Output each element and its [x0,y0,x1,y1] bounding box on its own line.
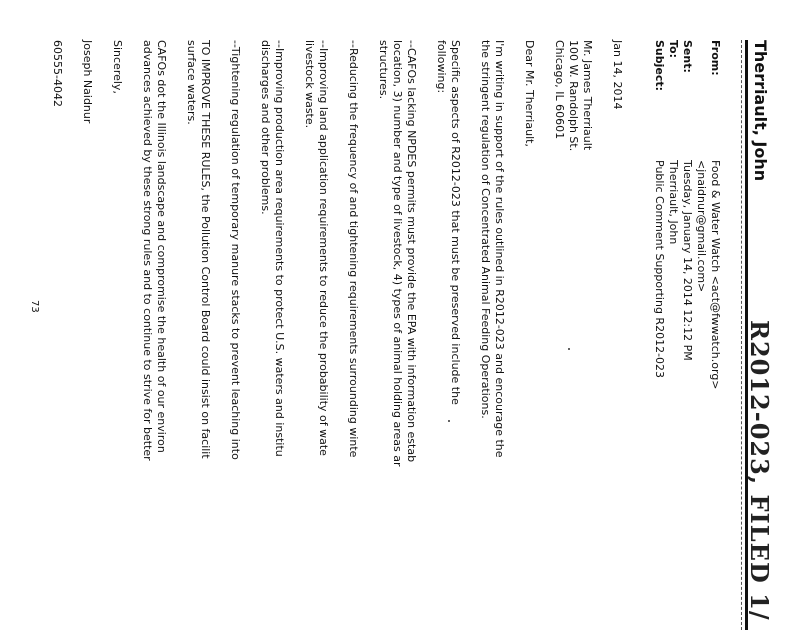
header-rule-dashed [741,40,742,630]
salutation: Dear Mr. Therriault, [523,40,536,147]
to-label: To: [667,40,680,58]
point-line: --CAFOs lacking NPDES permits must provide the EPA with information estab [405,40,418,463]
scan-speck [568,348,570,350]
subject-value: Public Comment Supporting R2012-023 [653,160,666,379]
address-line: 100 W. Randolph St. [567,40,580,152]
improve-line: TO IMPROVE THESE RULES, the Pollution Control Board could insist on facilit [199,40,212,459]
address-line: Mr. James Therriault [581,40,594,151]
sent-value: Tuesday, January 14, 2014 12:12 PM [681,160,694,361]
point-line: --Tightening regulation of temporary manure stacks to prevent leaching into [229,40,242,460]
intro-line: I'm writing in support of the rules outlined in R2012-023 and encourage the [493,40,506,458]
intro-line: the stringent regulation of Concentrated Animal Feeding Operations. [479,40,492,419]
page-number: 73 [29,300,40,313]
cafo-line: advances achieved by these strong rules and to continue to strive for better [141,40,154,461]
point-line: livestock waste. [303,40,316,129]
signoff: Sincerely, [111,40,124,94]
subject-label: Subject: [653,40,666,92]
from-label: From: [709,40,722,76]
specific-line: Specific aspects of R2012-023 that must be preserved include the [449,40,462,405]
specific-line: following: [435,40,448,94]
to-value: Therriault, John [667,160,680,245]
header-rule [745,40,748,630]
from-value-email: <jnaidnur@gmail.com> [695,160,708,293]
cafo-line: CAFOs dot the Illinois landscape and compromise the health of our environ [155,40,168,453]
point-line: structures. [377,40,390,100]
filing-stamp: R2012-023, FILED 1/ [745,320,774,621]
improve-line: surface waters. [185,40,198,125]
sent-label: Sent: [681,40,694,73]
point-line: --Improving production area requirements to protect U.S. waters and institu [273,40,286,457]
sender-name-heading: Therriault, John [751,40,770,182]
point-line: --Improving land application requirements to reduce the probability of wate [317,40,330,456]
signer-zip: 60555-4042 [51,40,64,107]
letter-date: Jan 14, 2014 [611,40,624,110]
point-line: location, 3) number and type of livestock, 4) types of animal holding areas ar [391,40,404,467]
point-line: discharges and other problems. [259,40,272,215]
scan-speck [448,420,450,422]
point-line: --Reducing the frequency of and tightening requirements surrounding winte [347,40,360,458]
from-value: Food & Water Watch <act@fwwatch.org> [709,160,722,390]
signer-name: Joseph Naidnur [81,40,94,124]
address-line: Chicago, IL 60601 [553,40,566,140]
